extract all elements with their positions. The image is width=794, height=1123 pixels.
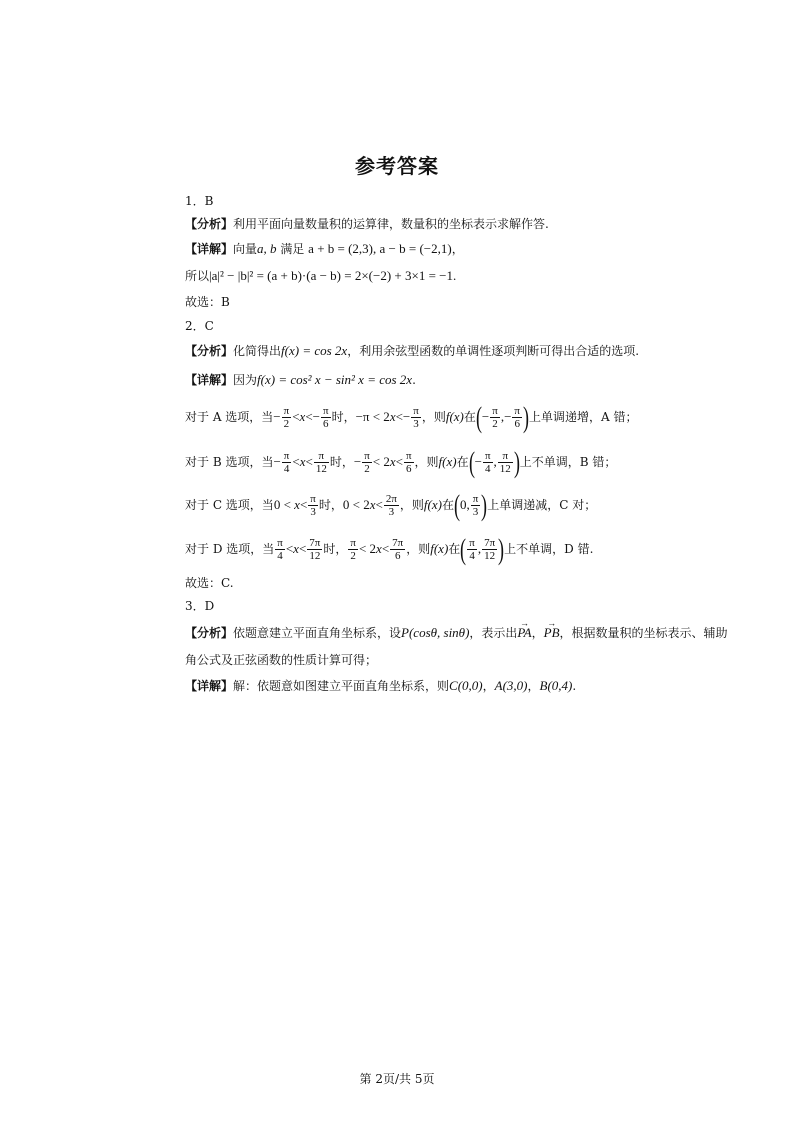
q1-detail — [185, 241, 464, 257]
function-symbol: f(x) — [438, 454, 457, 469]
fraction: $\frac{7\pi}{12}$ — [309, 537, 321, 562]
fraction: $\frac{\pi}{6}$ — [405, 450, 412, 475]
vector-equation: a + b = (2,3), a − b = (−2,1) — [308, 241, 452, 256]
option-text: 时， — [318, 498, 343, 512]
fraction: $\frac{\pi}{2}$ — [492, 405, 498, 430]
q3-detail — [185, 678, 576, 694]
analysis-text: 化简得出 — [233, 344, 282, 358]
option-text: 对于 C 选项，当 — [185, 498, 274, 512]
fraction: $\frac{\pi}{6}$ — [323, 405, 329, 430]
option-text: ，则 — [406, 542, 431, 556]
detail-text: 满足 — [276, 242, 309, 256]
detail-text: ， — [527, 679, 540, 693]
detail-text: . — [412, 373, 416, 387]
analysis-text: 依题意建立平面直角坐标系，设 — [233, 626, 402, 640]
function-symbol: f(x) — [445, 409, 464, 424]
option-text: 时， — [331, 410, 356, 424]
detail-tag: 【详解】 — [185, 679, 234, 693]
fraction: $\frac{\pi}{2}$ — [283, 405, 290, 430]
option-text: ，则 — [399, 498, 424, 512]
q2-analysis — [185, 343, 639, 359]
q2-option-a: 对于 A 选项，当− $\frac{\pi}{2}$ <x<− $\frac{\pi}{6}$ 时，−π < 2x<− $\frac{\pi}{3}$ ，则f(x)在(− $\frac{\pi}{2}$ ,− $\frac{\pi}{6}$ )上单调递增，A 错； — [185, 400, 638, 434]
fraction: $\frac{\pi}{6}$ — [514, 405, 520, 430]
q2-option-b: 对于 B 选项，当− $\frac{\pi}{4}$ <x< $\frac{\pi}{12}$ 时，− $\frac{\pi}{2}$ < 2x< $\frac{\pi}{6}$ ，则f(x)在(− $\frac{\pi}{4}$ , $\frac{\pi}{12}$ )上不单调，B 错； — [185, 445, 617, 479]
q1-analysis — [185, 216, 549, 232]
option-text: 上不单调，D 错. — [504, 542, 594, 556]
option-text: ，则 — [414, 455, 439, 469]
analysis-tag: 【分析】 — [185, 217, 234, 231]
option-text: 上不单调，B 错； — [519, 455, 617, 469]
detail-tag: 【详解】 — [185, 242, 234, 256]
point-p: P(cosθ, sinθ) — [401, 625, 470, 640]
vector-pb: → PB — [544, 625, 560, 641]
detail-tag: 【详解】 — [185, 373, 234, 387]
detail-text: 因为 — [233, 373, 258, 387]
option-text: 对于 D 选项，当 — [185, 542, 275, 556]
analysis-text: ，表示出 — [469, 626, 518, 640]
q2-detail — [185, 372, 416, 388]
option-text: 对于 B 选项，当 — [185, 455, 274, 469]
option-text: 上单调递增，A 错； — [528, 410, 638, 424]
fraction: $\frac{\pi}{2}$ — [350, 537, 356, 562]
vector-pa: → PA — [517, 625, 531, 641]
fraction: $\frac{\pi}{3}$ — [310, 493, 316, 518]
fraction: $\frac{\pi}{4}$ — [283, 450, 290, 475]
page-footer: 第 2页/共 5页 — [359, 1072, 435, 1086]
option-text: 在 — [448, 542, 461, 556]
function-equation: f(x) = cos 2x — [281, 343, 348, 358]
page-title: 参考答案 — [355, 154, 439, 178]
q1-choice: 故选：B — [185, 295, 230, 309]
fraction: $\frac{7\pi}{12}$ — [484, 537, 496, 562]
analysis-tag: 【分析】 — [185, 344, 234, 358]
analysis-text: ， — [531, 626, 544, 640]
q3-answer: 3．D — [185, 599, 215, 613]
q1-computation — [185, 268, 456, 284]
option-text: 在 — [463, 410, 476, 424]
q2-choice: 故选：C. — [185, 576, 234, 590]
fraction: $\frac{\pi}{4}$ — [484, 450, 491, 475]
q3-analysis-continued: 角公式及正弦函数的性质计算可得； — [185, 653, 378, 667]
analysis-tag: 【分析】 — [185, 626, 234, 640]
detail-text: 所以 — [185, 269, 210, 283]
q2-answer: 2．C — [185, 319, 214, 333]
q2-option-c: 对于 C 选项，当0 < x< $\frac{\pi}{3}$ 时，0 < 2x< $\frac{2\pi}{3}$ ，则f(x)在(0, $\frac{\pi}{3}$ )上单调递减，C 对； — [185, 488, 597, 522]
option-text: ，则 — [421, 410, 446, 424]
function-symbol: f(x) — [430, 541, 449, 556]
point-c: C(0,0) — [449, 678, 483, 693]
option-text: 在 — [441, 498, 454, 512]
fraction: $\frac{\pi}{3}$ — [472, 493, 479, 518]
computation-equation: |a|² − |b|² = (a + b)·(a − b) = 2×(−2) + 3×1 = −1. — [209, 268, 457, 283]
q2-option-d: 对于 D 选项，当 $\frac{\pi}{4}$ <x< $\frac{7\pi}{12}$ 时， $\frac{\pi}{2}$ < 2x< $\frac{7\pi}{6}$ ，则f(x)在( $\frac{\pi}{4}$ , $\frac{7\pi}{12}$ )上不单调，D 错. — [185, 532, 594, 566]
fraction: $\frac{\pi}{2}$ — [364, 450, 370, 475]
detail-text: . — [572, 679, 577, 693]
function-simplify: f(x) = cos² x − sin² x = cos 2x — [257, 372, 413, 387]
option-text: 上单调递减，C 对； — [487, 498, 597, 512]
q1-answer: 1．B — [185, 194, 214, 208]
analysis-text: ，利用余弦型函数的单调性逐项判断可得出合适的选项. — [347, 344, 640, 358]
fraction: $\frac{\pi}{12}$ — [315, 450, 327, 475]
detail-text: ， — [482, 679, 495, 693]
fraction: $\frac{\pi}{3}$ — [413, 405, 419, 430]
vector-names: a, b — [257, 241, 277, 256]
fraction: $\frac{7\pi}{6}$ — [392, 537, 404, 562]
point-b: B(0,4) — [539, 678, 573, 693]
option-text: 时， — [329, 455, 354, 469]
fraction: $\frac{2\pi}{3}$ — [385, 493, 397, 518]
function-symbol: f(x) — [423, 497, 442, 512]
fraction: $\frac{\pi}{4}$ — [277, 537, 283, 562]
fraction: $\frac{\pi}{4}$ — [469, 537, 475, 562]
fraction: $\frac{\pi}{12}$ — [499, 450, 511, 475]
q3-analysis — [185, 625, 728, 641]
option-text: 时， — [323, 542, 348, 556]
detail-text: ， — [451, 242, 464, 256]
option-text: 对于 A 选项，当 — [185, 410, 274, 424]
analysis-text: 利用平面向量数量积的运算律，数量积的坐标表示求解作答. — [233, 217, 549, 231]
option-text: 在 — [456, 455, 469, 469]
detail-text: 解：依题意如图建立平面直角坐标系，则 — [233, 679, 450, 693]
detail-text: 向量 — [233, 242, 258, 256]
analysis-text: ，根据数量积的坐标表示、辅助 — [559, 626, 728, 640]
point-a: A(3,0) — [494, 678, 528, 693]
